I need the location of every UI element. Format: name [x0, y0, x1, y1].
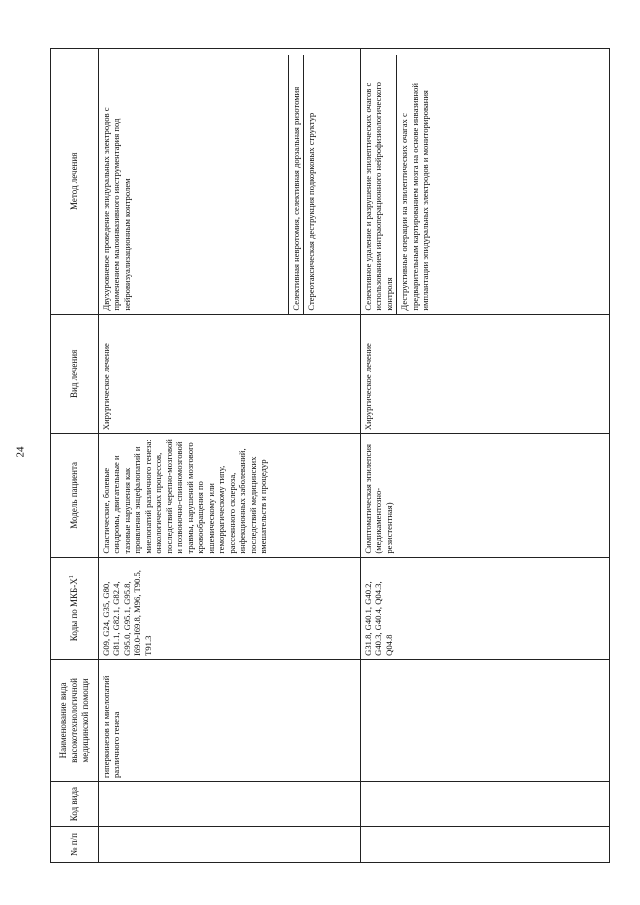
header-code: Код вида [51, 782, 99, 827]
header-method: Метод лечения [51, 49, 99, 315]
method-list [99, 55, 319, 314]
row-num [99, 827, 361, 863]
header-icd-text: Коды по МКБ-X [69, 578, 80, 642]
rotated-page [50, 48, 610, 863]
row-name [361, 659, 610, 781]
header-type: Вид лечения [51, 314, 99, 434]
row-type: Хирургическое лечение [361, 314, 610, 434]
treatment-table [50, 48, 610, 863]
row-model: Спастические, болевые синдромы, двигательные и тазовые нарушения как проявления энцефалопатий и миелопатий различного генеза: онкологических процессов, последствий черепно-мозговой и позвоночно-спинномозговой травмы, нарушений мозгового кровообращения по ишемическому или геморрагическому типу, рассеянного склероза, инфекционных заболеваний, последствий медицинских вмешательств и процедур [99, 434, 361, 557]
header-icd-sup: 1 [69, 575, 76, 579]
method-item: Стереотаксическая деструкция подкорковых структур [306, 112, 317, 311]
table-row [99, 49, 361, 863]
row-model: Симптоматическая эпилепсия (медикаментозно-резистентная) [361, 434, 610, 557]
row-code [361, 782, 610, 827]
table-header-row [51, 49, 99, 863]
row-methods [361, 49, 610, 315]
table-row [361, 49, 610, 863]
header-model: Модель пациента [51, 434, 99, 557]
row-name: гиперкинезов и миелопатий различного генеза [99, 659, 361, 781]
header-num: № п/п [51, 827, 99, 863]
method-item: Селективное удаление и разрушение эпилептических очагов с использованием интраоперационного нейрофизиологического контроля [361, 55, 397, 314]
method-list [361, 55, 433, 314]
header-name: Наименование вида высокотехнологичной медицинской помощи [51, 659, 99, 781]
page-number: 24 [14, 446, 26, 458]
row-type: Хирургическое лечение [99, 314, 361, 434]
row-num [361, 827, 610, 863]
method-item: Селективная невротомия, селективная дорзальная ризотомия [289, 55, 304, 314]
row-icd: G31.8, G40.1, G40.2, G40.3, G40.4, Q04.3, Q04.8 [361, 557, 610, 659]
row-methods [99, 49, 361, 315]
method-item: Деструктивные операции на эпилептических очагах с предварительным картированием мозга на основе инвазивной имплантации эпидуральных электродов и мониторирования [399, 83, 431, 311]
row-code [99, 782, 361, 827]
method-item: Двухуровневое проведение эпидуральных электродов с применением малоинвазивного инструментария под нейровизуализационным контролем [99, 55, 289, 314]
header-icd [51, 557, 99, 659]
row-icd: G09, G24, G35, G80, G81.1, G82.1, G82.4, G95.0, G95.1, G95.8, I69.0-I69.8, M96, T90.5, T91.3 [99, 557, 361, 659]
